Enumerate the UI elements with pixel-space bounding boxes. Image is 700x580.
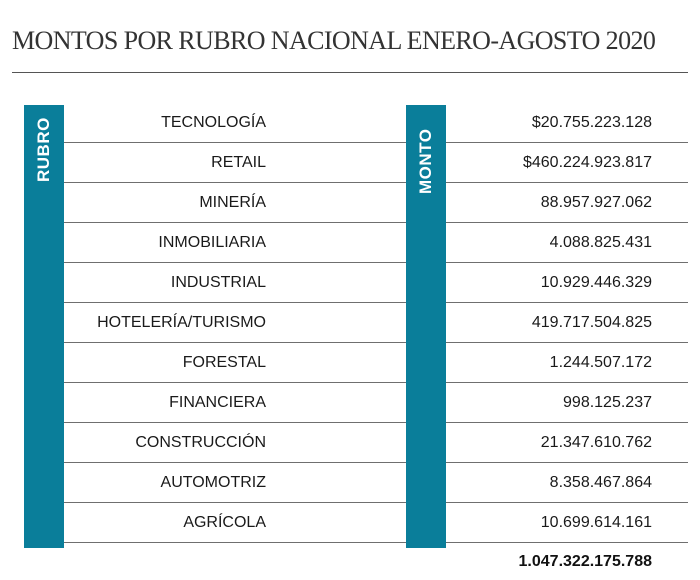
monto-column-band — [406, 105, 446, 548]
rubro-cell: HOTELERÍA/TURISMO — [97, 314, 266, 331]
monto-cell: 8.358.467.864 — [549, 474, 652, 491]
monto-cell: 4.088.825.431 — [549, 234, 652, 251]
rubro-row — [64, 223, 406, 263]
row-divider — [64, 542, 406, 543]
monto-cell: 419.717.504.825 — [531, 314, 652, 331]
monto-cell: $460.224.923.817 — [522, 154, 652, 171]
rubro-row — [64, 103, 406, 143]
rubro-cell: INMOBILIARIA — [158, 234, 266, 251]
monto-row — [446, 383, 688, 423]
rubro-row — [64, 423, 406, 463]
monto-cell: 998.125.237 — [563, 394, 652, 411]
rubro-cell: AGRÍCOLA — [183, 514, 266, 531]
rubro-column-band — [24, 105, 64, 548]
monto-cell: $20.755.223.128 — [531, 114, 652, 131]
monto-row — [446, 423, 688, 463]
rubro-row — [64, 503, 406, 543]
rubro-cell: FORESTAL — [182, 354, 266, 371]
monto-column-label: MONTO — [416, 128, 435, 194]
rubro-cell: RETAIL — [211, 154, 266, 171]
rubro-row — [64, 303, 406, 343]
monto-row — [446, 463, 688, 503]
rubro-cell: INDUSTRIAL — [170, 274, 266, 291]
rubro-cell: AUTOMOTRIZ — [160, 474, 266, 491]
monto-cell: 21.347.610.762 — [540, 434, 652, 451]
monto-cell: 88.957.927.062 — [540, 194, 652, 211]
monto-row — [446, 263, 688, 303]
rubro-cell: MINERÍA — [199, 194, 266, 211]
monto-cell: 1.244.507.172 — [549, 354, 652, 371]
rubro-row — [64, 463, 406, 503]
rubro-row — [64, 383, 406, 423]
row-divider — [446, 542, 688, 543]
rubro-cell: TECNOLOGÍA — [161, 114, 266, 131]
monto-cell: 10.699.614.161 — [540, 514, 652, 531]
monto-row — [446, 343, 688, 383]
rubro-row — [64, 263, 406, 303]
monto-row — [446, 503, 688, 543]
page-title: MONTOS POR RUBRO NACIONAL ENERO-AGOSTO 2020 — [12, 26, 656, 55]
monto-row — [446, 223, 688, 263]
monto-row — [446, 183, 688, 223]
rubro-column-label: RUBRO — [34, 117, 53, 183]
total-amount: 1.047.322.175.788 — [518, 553, 652, 570]
monto-cell: 10.929.446.329 — [540, 274, 652, 291]
rubro-cell: CONSTRUCCIÓN — [135, 434, 266, 451]
rubro-row — [64, 143, 406, 183]
rubro-cell: FINANCIERA — [169, 394, 266, 411]
monto-row — [446, 103, 688, 143]
title-divider — [12, 72, 688, 73]
monto-row — [446, 303, 688, 343]
monto-row — [446, 143, 688, 183]
rubro-row — [64, 343, 406, 383]
rubro-row — [64, 183, 406, 223]
